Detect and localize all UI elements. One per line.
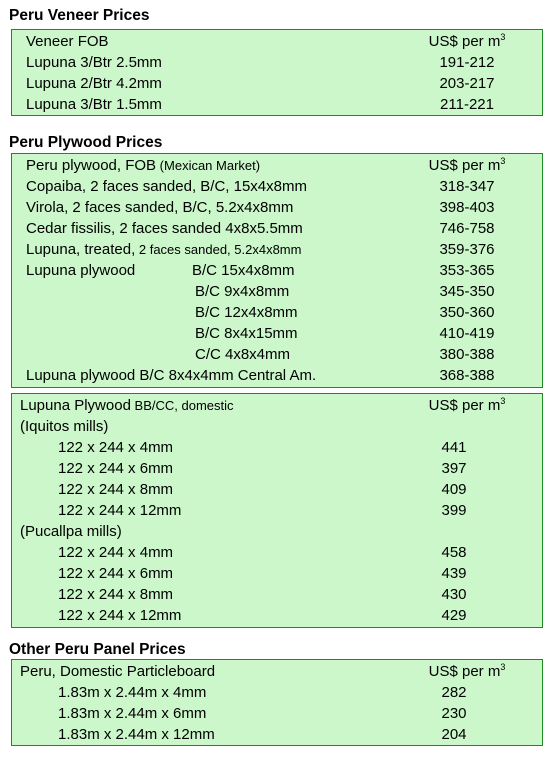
row-value: 230: [441, 705, 467, 722]
row-label-note: 2 faces sanded, 5.2x4x8mm: [135, 242, 302, 257]
row-value: 429: [441, 607, 467, 624]
row-value: 430: [441, 586, 467, 603]
row-value: 350-360: [439, 304, 495, 321]
group-name: (Pucallpa mills): [20, 523, 122, 540]
group-label: [12, 416, 542, 437]
row-label: Lupuna 3/Btr 2.5mm: [26, 54, 162, 71]
row-value: 204: [441, 726, 467, 743]
row-grade: B/C 8x4x15mm: [195, 325, 298, 342]
veneer-header-label: Veneer FOB: [26, 33, 109, 50]
row-value: 359-376: [439, 241, 495, 258]
row-value: 345-350: [439, 283, 495, 300]
panel-header-label: Peru, Domestic Particleboard: [20, 663, 216, 680]
table-row: [12, 260, 542, 281]
table-row: [12, 365, 542, 386]
row-value: 409: [441, 481, 467, 498]
table-row: [12, 197, 542, 218]
unit-text: US$ per m: [428, 663, 501, 680]
row-label: 122 x 244 x 6mm: [58, 460, 174, 477]
domestic-table: [11, 393, 543, 628]
table-row: [12, 302, 542, 323]
row-value: 398-403: [439, 199, 495, 216]
row-value: 318-347: [439, 178, 495, 195]
table-row: [12, 437, 542, 458]
panel-header-unit: [412, 661, 522, 682]
header-label-note: (Mexican Market): [156, 158, 261, 173]
row-label-text: Lupuna, treated,: [26, 241, 136, 258]
row-value: 439: [441, 565, 467, 582]
unit-text: US$ per m: [428, 33, 501, 50]
plywood-title: Peru Plywood Prices: [9, 134, 163, 151]
row-label: 122 x 244 x 4mm: [58, 439, 174, 456]
unit-sup: 3: [500, 156, 506, 166]
unit-sup: 3: [500, 396, 506, 406]
table-row: [12, 218, 542, 239]
panel-table: [11, 659, 543, 746]
table-row: [12, 703, 542, 724]
row-label: 122 x 244 x 12mm: [58, 502, 182, 519]
row-label: Lupuna plywood: [26, 262, 136, 279]
table-row: [12, 500, 542, 521]
row-label: 1.83m x 2.44m x 6mm: [58, 705, 207, 722]
group-name: (Iquitos mills): [20, 418, 109, 435]
row-label: 1.83m x 2.44m x 12mm: [58, 726, 215, 743]
row-label: Cedar fissilis, 2 faces sanded 4x8x5.5mm: [26, 220, 303, 237]
plywood-header: [12, 155, 542, 176]
table-row: [12, 94, 542, 115]
row-label: 122 x 244 x 8mm: [58, 586, 174, 603]
row-value: 397: [441, 460, 467, 477]
unit-text: US$ per m: [428, 157, 501, 174]
row-value: 353-365: [439, 262, 495, 279]
veneer-header-unit: [412, 31, 522, 52]
row-grade: C/C 4x8x4mm: [195, 346, 291, 363]
veneer-table: [11, 29, 543, 116]
table-row: [12, 682, 542, 703]
plywood-table: [11, 153, 543, 388]
unit-sup: 3: [500, 662, 506, 672]
row-label: 122 x 244 x 12mm: [58, 607, 182, 624]
row-value: 458: [441, 544, 467, 561]
header-label-text: Peru plywood, FOB: [26, 157, 157, 174]
row-value: 380-388: [439, 346, 495, 363]
row-value: 211-221: [440, 96, 494, 113]
table-row: [12, 344, 542, 365]
unit-text: US$ per m: [428, 397, 501, 414]
row-label: 122 x 244 x 6mm: [58, 565, 174, 582]
table-row: [12, 239, 542, 260]
row-value: 410-419: [439, 325, 495, 342]
group-label: [12, 521, 542, 542]
row-value: 441: [441, 439, 467, 456]
row-grade: B/C 12x4x8mm: [195, 304, 298, 321]
row-value: 746-758: [439, 220, 495, 237]
table-row: [12, 605, 542, 626]
panel-header: [12, 661, 542, 682]
row-value: 399: [441, 502, 467, 519]
table-row: [12, 563, 542, 584]
table-row: [12, 584, 542, 605]
row-grade: B/C 15x4x8mm: [192, 262, 295, 279]
row-label: 1.83m x 2.44m x 4mm: [58, 684, 207, 701]
row-label: Copaiba, 2 faces sanded, B/C, 15x4x8mm: [26, 178, 307, 195]
table-row: [12, 281, 542, 302]
row-value: 282: [441, 684, 467, 701]
veneer-header: [12, 31, 542, 52]
row-label: Lupuna 2/Btr 4.2mm: [26, 75, 162, 92]
plywood-header-unit: [412, 155, 522, 176]
table-row: [12, 323, 542, 344]
row-label: Virola, 2 faces sanded, B/C, 5.2x4x8mm: [26, 199, 294, 216]
domestic-header: [12, 395, 542, 416]
row-label: Lupuna 3/Btr 1.5mm: [26, 96, 162, 113]
domestic-header-label: [20, 395, 234, 416]
domestic-header-unit: [412, 395, 522, 416]
plywood-header-label: [26, 155, 260, 176]
row-value: 191-212: [439, 54, 495, 71]
veneer-title: Peru Veneer Prices: [9, 7, 150, 24]
row-label: 122 x 244 x 4mm: [58, 544, 174, 561]
table-row: [12, 73, 542, 94]
table-row: [12, 176, 542, 197]
table-row: [12, 479, 542, 500]
row-grade: B/C 9x4x8mm: [195, 283, 290, 300]
table-row: [12, 542, 542, 563]
table-row: [12, 458, 542, 479]
row-label: [26, 239, 301, 260]
header-label-note: BB/CC, domestic: [130, 398, 234, 413]
row-value: 368-388: [439, 367, 495, 384]
table-row: [12, 52, 542, 73]
row-label: 122 x 244 x 8mm: [58, 481, 174, 498]
table-row: [12, 724, 542, 745]
panel-title: Other Peru Panel Prices: [9, 641, 186, 658]
unit-sup: 3: [500, 32, 506, 42]
row-value: 203-217: [439, 75, 495, 92]
header-label-text: Lupuna Plywood: [20, 397, 131, 414]
row-label: Lupuna plywood B/C 8x4x4mm Central Am.: [26, 367, 317, 384]
